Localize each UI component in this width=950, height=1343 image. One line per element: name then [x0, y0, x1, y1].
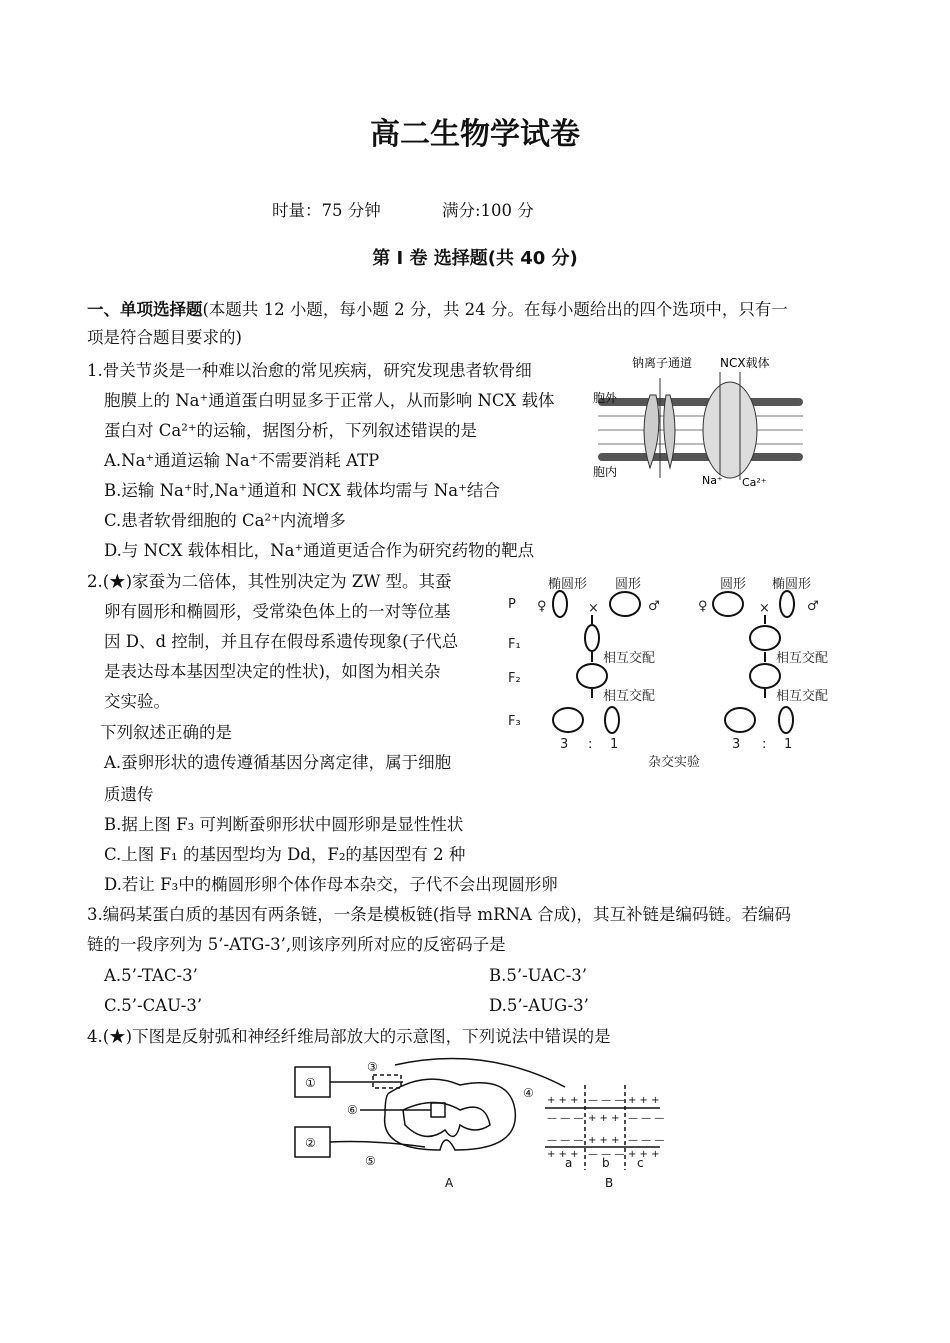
ratio: :: [588, 737, 593, 752]
q2-stem: 交实验。: [104, 692, 170, 711]
male-symbol: ♂: [807, 599, 819, 614]
q3-option-b: B.5’-UAC-3’: [489, 966, 587, 985]
q3-option-d: D.5’-AUG-3’: [489, 996, 589, 1015]
charge: — — —: [588, 1095, 625, 1106]
charge: + + +: [588, 1113, 620, 1124]
charge: — — —: [547, 1113, 584, 1124]
q2-option-c: C.上图 F₁ 的基因型均为 Dd，F₂的基因型有 2 种: [104, 845, 466, 864]
label-a: a: [565, 1156, 573, 1170]
label-5: ⑤: [365, 1154, 376, 1168]
mate-label: 相互交配: [603, 689, 656, 704]
label-c: c: [637, 1156, 644, 1170]
ratio: 3: [732, 737, 741, 752]
q2-stem: 是表达母本基因型决定的性状)，如图为相关杂: [104, 662, 441, 681]
ncx-label: NCX载体: [720, 356, 770, 370]
f1-label: F₁: [508, 637, 521, 652]
label-A: A: [445, 1176, 454, 1190]
oval-label: 椭圆形: [772, 577, 812, 592]
ratio: 1: [784, 737, 793, 752]
label-4: ④: [523, 1086, 534, 1100]
membrane-figure: [590, 350, 810, 490]
q2-option-d: D.若让 F₃中的椭圆形卵个体作母本杂交，子代不会出现圆形卵: [104, 875, 558, 894]
section-heading: [87, 299, 788, 321]
inside-label: 胞内: [593, 465, 618, 479]
q3-stem: 链的一段序列为 5’-ATG-3’,则该序列所对应的反密码子是: [87, 935, 506, 954]
charge: + + +: [628, 1149, 660, 1160]
f2-label: F₂: [508, 671, 521, 686]
round-label: 圆形: [720, 577, 747, 592]
male-symbol: ♂: [648, 599, 660, 614]
q1-option-a: A.Na⁺通道运输 Na⁺不需要消耗 ATP: [104, 451, 380, 470]
ratio: 1: [610, 737, 619, 752]
charge: + + +: [628, 1095, 660, 1106]
cross-symbol: ×: [759, 601, 770, 616]
mate-label: 相互交配: [603, 651, 656, 666]
na-label: Na⁺: [702, 474, 723, 487]
channel-label: 钠离子通道: [632, 356, 693, 370]
mate-label: 相互交配: [776, 689, 829, 704]
q1-option-d: D.与 NCX 载体相比，Na⁺通道更适合作为研究药物的靶点: [104, 541, 535, 560]
section-desc-2: 项是符合题目要求的): [87, 328, 242, 347]
charge: + + +: [547, 1095, 579, 1106]
q1-option-c: C.患者软骨细胞的 Ca²⁺内流增多: [104, 511, 346, 530]
oval-label: 椭圆形: [548, 577, 588, 592]
part-heading: 第 Ⅰ 卷 选择题(共 40 分): [372, 248, 578, 269]
q2-stem: 卵有圆形和椭圆形，受常染色体上的一对等位基: [104, 602, 451, 621]
time-limit: 时量：75 分钟: [272, 201, 381, 220]
cross-symbol: ×: [588, 601, 599, 616]
full-score: 满分:100 分: [442, 201, 534, 220]
q2-stem: 2.(★)家蚕为二倍体，其性别决定为 ZW 型。其蚕: [87, 572, 452, 591]
charge: — — —: [628, 1135, 665, 1146]
label-3: ③: [367, 1060, 378, 1074]
q1-stem: 蛋白对 Ca²⁺的运输，据图分析，下列叙述错误的是: [104, 421, 478, 440]
section-desc: (本题共 12 小题，每小题 2 分，共 24 分。在每小题给出的四个选项中，只有一: [202, 300, 788, 319]
q2-prompt: 下列叙述正确的是: [100, 723, 232, 742]
charge: — — —: [547, 1135, 584, 1146]
q3-option-a: A.5’-TAC-3’: [104, 966, 198, 985]
label-B: B: [605, 1176, 614, 1190]
charge: — — —: [588, 1149, 625, 1160]
female-symbol: ♀: [537, 599, 547, 614]
label-b: b: [602, 1156, 610, 1170]
q2-option-a: A.蚕卵形状的遗传遵循基因分离定律，属于细胞: [104, 753, 452, 772]
female-symbol: ♀: [698, 599, 708, 614]
q1-option-b: B.运输 Na⁺时,Na⁺通道和 NCX 载体均需与 Na⁺结合: [104, 481, 500, 500]
outside-label: 胞外: [593, 391, 618, 405]
f3-label: F₃: [508, 714, 521, 729]
q2-option-b: B.据上图 F₃ 可判断蚕卵形状中圆形卵是显性性状: [104, 815, 464, 834]
page-title: 高二生物学试卷: [370, 117, 580, 152]
label-6: ⑥: [347, 1103, 358, 1117]
q1-stem: 胞膜上的 Na⁺通道蛋白明显多于正常人，从而影响 NCX 载体: [104, 391, 555, 410]
p-label: P: [508, 597, 516, 612]
q1-stem: 1.骨关节炎是一种难以治愈的常见疾病，研究发现患者软骨细: [87, 361, 532, 380]
ca-label: Ca²⁺: [742, 476, 767, 489]
round-label: 圆形: [615, 577, 642, 592]
ratio: :: [762, 737, 767, 752]
reflex-arc-figure: [285, 1055, 670, 1195]
cross-experiment-figure: [500, 570, 850, 770]
charge: + + +: [588, 1135, 620, 1146]
label-1: ①: [305, 1076, 316, 1090]
mate-label: 相互交配: [776, 651, 829, 666]
section-title: 一、单项选择题: [87, 300, 203, 319]
q2-option-a-cont: 质遗传: [104, 785, 154, 804]
ratio: 3: [560, 737, 569, 752]
q4-stem: 4.(★)下图是反射弧和神经纤维局部放大的示意图，下列说法中错误的是: [87, 1027, 611, 1046]
figure-caption: 杂交实验: [648, 755, 701, 770]
charge: — — —: [628, 1113, 665, 1124]
q3-stem: 3.编码某蛋白质的基因有两条链，一条是模板链(指导 mRNA 合成)，其互补链是编码链。若编码: [87, 905, 792, 924]
charge: + + +: [547, 1149, 579, 1160]
q2-stem: 因 D、d 控制，并且存在假母系遗传现象(子代总: [104, 632, 459, 651]
label-2: ②: [305, 1136, 316, 1150]
q3-option-c: C.5’-CAU-3’: [104, 996, 203, 1015]
